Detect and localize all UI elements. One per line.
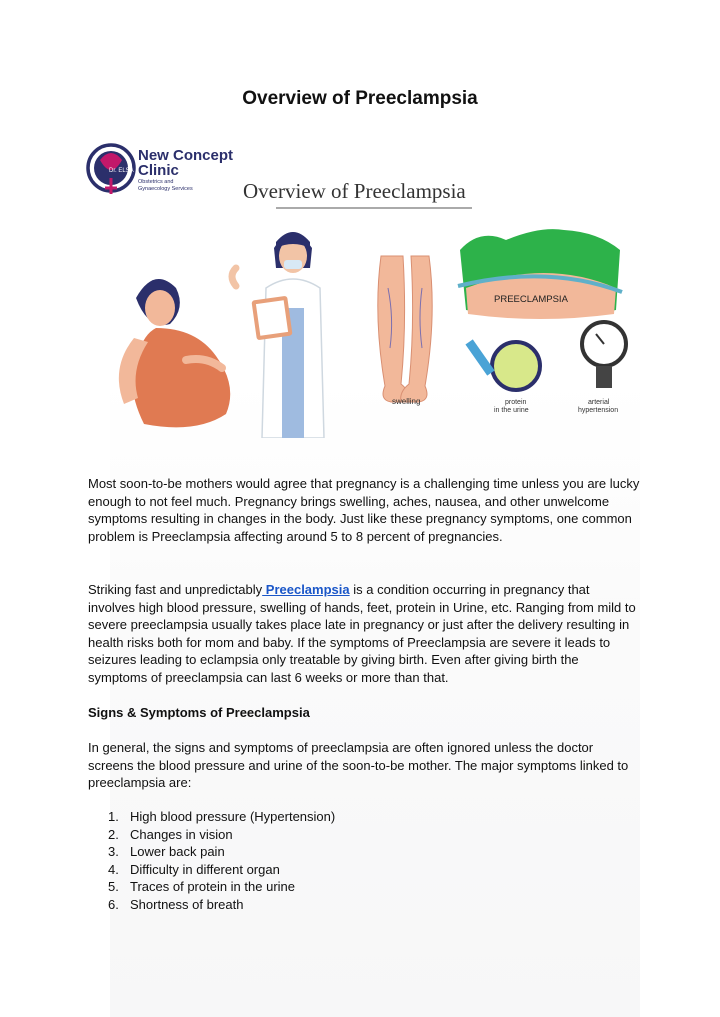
definition-paragraph: [88, 581, 640, 687]
protein-test-illustration: [465, 339, 540, 414]
list-item: 6. Shortness of breath: [108, 896, 244, 912]
list-item: 2. Changes in vision: [108, 826, 233, 842]
preeclampsia-banner-illustration: [86, 138, 634, 438]
page-title: Overview of Preeclampsia: [242, 88, 478, 109]
logo-name-line1: New Concept: [138, 147, 234, 164]
caption-protein-line2: in the urine: [494, 407, 529, 414]
blood-pressure-gauge-icon: [578, 322, 626, 414]
pregnant-woman-illustration: [119, 279, 230, 427]
caption-swelling: swelling: [392, 397, 421, 406]
intro-paragraph: Most soon-to-be mothers would agree that pregnancy is a challenging time unless you are lucky enough to not feel much. Pregnancy brings swelling, aches, nausea, and other unwelcome symptoms resulting in changes in the body. Just like these pregnancy symptoms, one common problem is Preeclampsia affecting around 5 to 8 percent of pregnancies.: [88, 476, 640, 544]
swollen-legs-illustration: [378, 256, 432, 406]
list-item: 1. High blood pressure (Hypertension): [108, 809, 336, 824]
belly-measurement-illustration: [458, 229, 622, 319]
list-item: 5. Traces of protein in the urine: [108, 879, 295, 895]
caption-hypertension-line1: arterial: [588, 399, 610, 406]
logo-badge-text: Dr. ELSA: [109, 168, 134, 174]
symptoms-intro-paragraph: In general, the signs and symptoms of preeclampsia are often ignored unless the doctor screens the blood pressure and urine of the soon-to-be mother. The major symptoms linked to preeclampsia are:: [88, 740, 629, 791]
logo-name-line2: Clinic: [138, 162, 179, 179]
symptoms-list: [88, 808, 335, 914]
section-heading: Signs & Symptoms of Preeclampsia: [88, 705, 310, 720]
logo-sub-line1: Obstetrics and: [138, 179, 174, 185]
preeclampsia-link[interactable]: Preeclampsia: [262, 582, 350, 597]
clinic-logo: [88, 145, 233, 194]
caption-protein-line1: protein: [505, 399, 527, 406]
caption-hypertension-line2: hypertension: [578, 407, 619, 414]
definition-text-end: is a condition occurring in pregnancy that involves high blood pressure, swelling of hands, feet, protein in Urine, etc. Ranging from mild to severe preeclampsia usually takes place late in pregnancy or just after the delivery resulting in health risks both for mom and baby. If the symptoms of Preeclampsia are severe it leads to seizures leading to eclampsia only treatable by giving birth. Even after giving birth the symptoms of preeclampsia can last 6 weeks or more than that.: [88, 582, 636, 685]
banner-heading: Overview of Preeclampsia: [243, 179, 466, 203]
logo-sub-line2: Gynaecology Services: [138, 186, 193, 192]
list-item: 3. Lower back pain: [108, 844, 225, 860]
list-item: 4. Difficulty in different organ: [108, 861, 280, 877]
definition-text-start: Striking fast and unpredictably: [88, 582, 263, 597]
belly-label: PREECLAMPSIA: [494, 294, 568, 305]
doctor-illustration: [232, 232, 324, 438]
